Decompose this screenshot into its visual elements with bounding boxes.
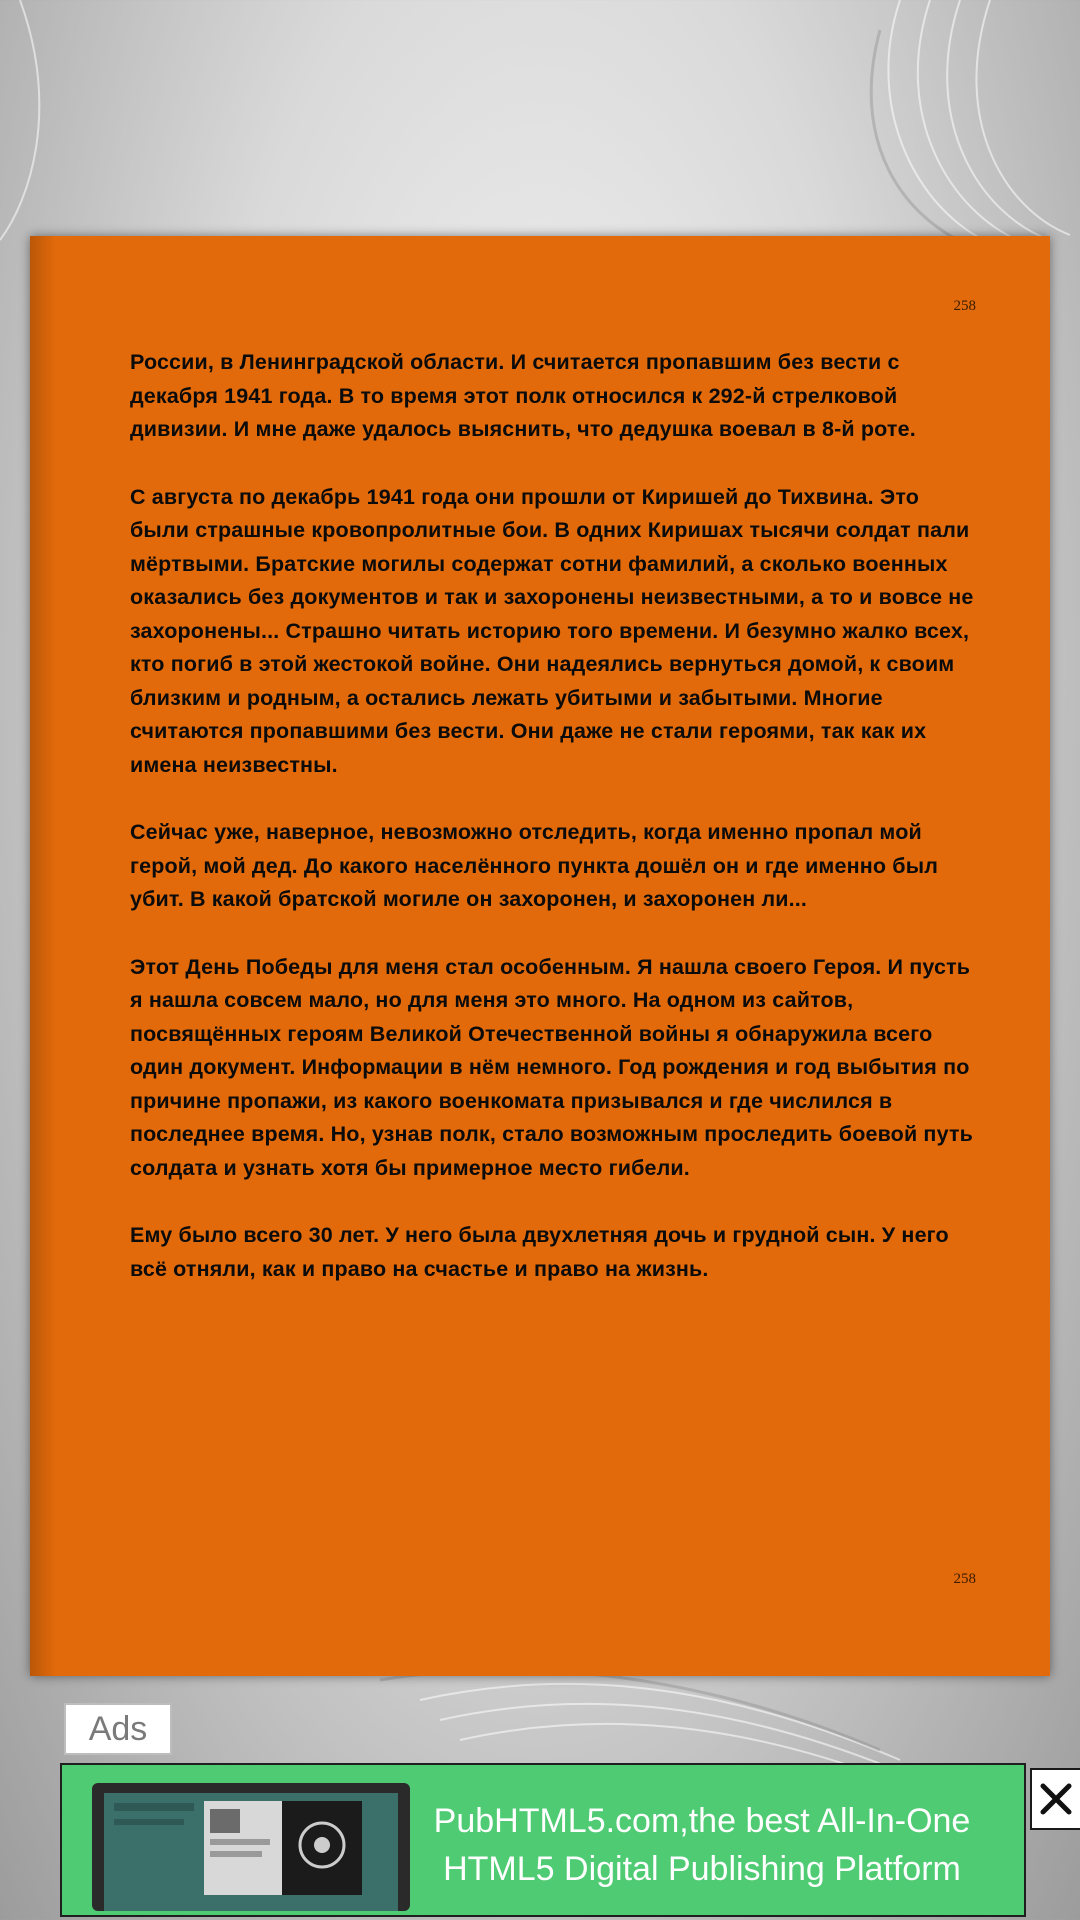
- ad-text-line2: HTML5 Digital Publishing Platform: [443, 1850, 961, 1888]
- paragraph: Сейчас уже, наверное, невозможно отследить, когда именно пропал мой герой, мой дед. До какого населённого пункта дошёл он и где именно был убит. В какой братской могиле он захоронен, и захоронен ли...: [130, 820, 939, 911]
- paragraph: Ему было всего 30 лет. У него была двухлетняя дочь и грудной сын. У него всё отняли, как и право на счастье и право на жизнь.: [130, 1223, 949, 1281]
- page-number-top: 258: [953, 298, 976, 314]
- paragraph: Этот День Победы для меня стал особенным. Я нашла своего Героя. И пусть я нашла совсем мало, но для меня это много. На одном из сайтов, посвящённых героям Великой Отечественной войны я обнаружила всего один документ. Информации в нём немного. Год рождения и год выбытия по причине пропажи, из какого военкомата призывался и где числился в последнее время. Но, узнав полк, стало возможным проследить боевой путь солдата и узнать хотя бы примерное место гибели.: [130, 954, 973, 1180]
- laptop-icon: [84, 1779, 440, 1915]
- ads-label: Ads: [64, 1703, 172, 1755]
- ad-text-line1: PubHTML5.com,the best All-In-One: [433, 1802, 971, 1840]
- ad-banner[interactable]: [60, 1763, 1026, 1917]
- book-page[interactable]: [30, 236, 1050, 1676]
- page-number-bottom: 258: [953, 1571, 976, 1587]
- ad-text[interactable]: [392, 1797, 1012, 1893]
- paragraph: России, в Ленинградской области. И считается пропавшим без вести с декабря 1941 года. В то время этот полк относился к 292-й стрелковой дивизии. И мне даже удалось выяснить, что дедушка воевал в 8-й роте.: [130, 350, 916, 441]
- paragraph: С августа по декабрь 1941 года они прошли от Киришей до Тихвина. Это были страшные кровопролитные бои. В одних Киришах тысячи солдат пали мёртвыми. Братские могилы содержат сотни фамилий, а сколько военных оказались без документов и так и захоронены неизвестными, а то и вовсе не захоронены... Страшно читать историю того времени. И безумно жалко всех, кто погиб в этой жестокой войне. Они надеялись вернуться домой, к своим близким и родным, а остались лежать убитыми и забытыми. Многие считаются пропавшими без вести. Они даже не стали героями, так как их имена неизвестны.: [130, 484, 974, 777]
- page-text: [130, 346, 980, 1320]
- close-icon: [1039, 1782, 1073, 1816]
- close-ad-button[interactable]: [1030, 1768, 1080, 1830]
